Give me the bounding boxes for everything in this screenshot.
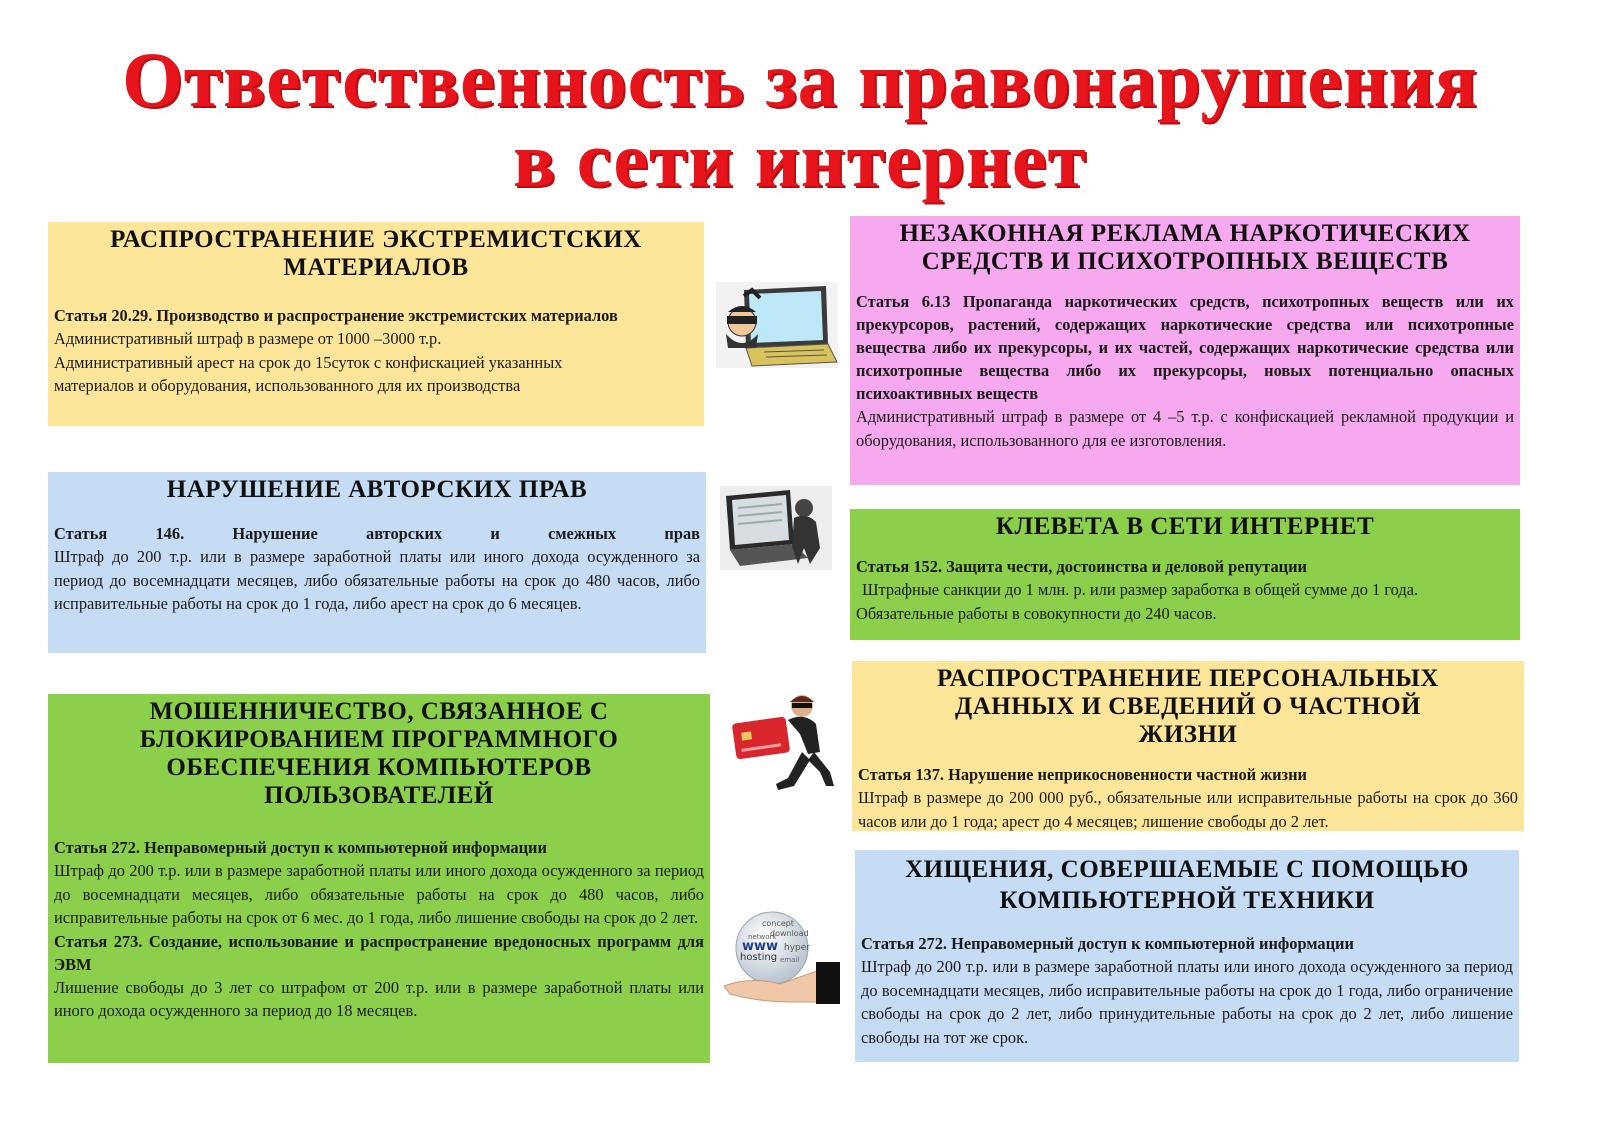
card-slander — [850, 509, 1520, 640]
card-privacy-text: Штраф в размере до 200 000 руб., обязательные или исправительные работы на срок до 360 часов или до 1 года; арест до 4 месяцев; лишение свободы до 2 лет. — [858, 788, 1518, 831]
card-drugs-text: Административный штраф в размере от 4 –5 т.р. с конфискацией рекламной продукции и оборудования, использованного для ее изготовления. — [856, 407, 1514, 450]
card-drugs-article: Статья 6.13 Пропаганда наркотических средств, психотропных веществ или их прекурсоров, растений, содержащих наркотические средства или психотропные вещества либо их прекурсоры, и их частей, содержащих наркотические средства или психотропные вещества либо их прекурсоры, новых потенциально опасных психоактивных веществ — [856, 292, 1514, 403]
card-slander-text-1: Штрафные санкции до 1 млн. р. или размер заработка в общей сумме до 1 года. — [862, 580, 1419, 599]
card-theft-heading: ХИЩЕНИЯ, СОВЕРШАЕМЫЕ С ПОМОЩЬЮ КОМПЬЮТЕРНОЙ ТЕХНИКИ — [905, 856, 1469, 914]
globe-word-4: hyper — [784, 943, 810, 953]
page-title — [0, 36, 1600, 203]
card-extremism-text-2: Административный арест на срок до 15суток с конфискацией указанных материалов и оборудования, использованного для их производства — [54, 352, 563, 395]
card-copyright-article: Статья 146. Нарушение авторских и смежных прав — [54, 524, 700, 543]
card-copyright-text: Штраф до 200 т.р. или в размере заработной платы или иного дохода осужденного за период до восемнадцати месяцев, либо обязательные работы на срок до 480 часов, либо исправительные работы на срок до 1 года, либо арест на срок до 6 месяцев. — [54, 547, 700, 613]
card-thief-icon — [730, 690, 836, 794]
card-copyright — [48, 472, 706, 653]
title-line-1: Ответственность за правонарушения — [122, 36, 1478, 123]
card-drugs — [850, 216, 1520, 485]
card-extremism-heading: РАСПРОСТРАНЕНИЕ ЭКСТРЕМИСТСКИХ МАТЕРИАЛОВ — [110, 226, 642, 281]
card-drugs-heading: НЕЗАКОННАЯ РЕКЛАМА НАРКОТИЧЕСКИХ СРЕДСТВ И ПСИХОТРОПНЫХ ВЕЩЕСТВ — [899, 220, 1471, 275]
globe-word-1: concept — [762, 919, 794, 928]
card-slander-heading: КЛЕВЕТА В СЕТИ ИНТЕРНЕТ — [995, 513, 1375, 540]
card-theft-text: Штраф до 200 т.р. или в размере заработной платы или иного дохода осужденного за период до восемнадцати месяцев, либо исправительные работы на срок до 1 года, либо ограничение свободы на срок до 2 лет, либо принудительные работы на срок до 2 лет, либо лишение свободы на тот же срок. — [861, 957, 1513, 1047]
card-extremism-text-1: Административный штраф в размере от 1000 –3000 т.р. — [54, 329, 442, 348]
globe-word-5: hosting — [740, 952, 778, 963]
card-privacy-heading: РАСПРОСТРАНЕНИЕ ПЕРСОНАЛЬНЫХ ДАННЫХ И СВЕДЕНИЙ О ЧАСТНОЙ ЖИЗНИ — [937, 665, 1439, 748]
globe-word-2: download — [770, 929, 809, 938]
globe-hand-icon — [720, 906, 840, 1006]
card-slander-article: Статья 152. Защита чести, достоинства и деловой репутации — [856, 557, 1307, 576]
card-fraud-article-1: Статья 272. Неправомерный доступ к компьютерной информации — [54, 838, 547, 857]
title-line-2: в сети интернет — [513, 116, 1087, 203]
card-theft-article: Статья 272. Неправомерный доступ к компьютерной информации — [861, 934, 1354, 953]
card-privacy-article: Статья 137. Нарушение неприкосновенности частной жизни — [858, 765, 1307, 784]
card-extremism-article: Статья 20.29. Производство и распространение экстремистских материалов — [54, 306, 618, 325]
hacker-laptop-icon — [716, 282, 838, 368]
card-fraud-heading: МОШЕННИЧЕСТВО, СВЯЗАННОЕ С БЛОКИРОВАНИЕМ ПРОГРАММНОГО ОБЕСПЕЧЕНИЯ КОМПЬЮТЕРОВ ПОЛЬЗОВАТЕЛЕЙ — [139, 698, 619, 809]
globe-word-3: www — [742, 939, 779, 954]
globe-word-6: network — [748, 933, 777, 941]
card-fraud — [48, 694, 710, 1063]
card-theft — [855, 850, 1519, 1062]
globe-word-7: email — [780, 956, 800, 964]
card-fraud-text-2: Лишение свободы до 3 лет со штрафом от 200 т.р. или в размере заработной платы или иного дохода осужденного за период до 18 месяцев. — [54, 977, 704, 1020]
laptop-thief-icon — [720, 486, 832, 570]
card-extremism — [48, 222, 704, 426]
card-fraud-text-1: Штраф до 200 т.р. или в размере заработной платы или иного дохода осужденного за период до восемнадцати месяцев, либо обязательные работы на срок до 480 часов, либо исправительные работы на срок от 6 мес. до 1 года, либо лишение свободы на срок до 2 лет. — [54, 861, 704, 927]
card-privacy — [852, 661, 1524, 831]
card-fraud-article-2: Статья 273. Создание, использование и распространение вредоносных программ для ЭВМ — [54, 931, 704, 974]
card-copyright-heading: НАРУШЕНИЕ АВТОРСКИХ ПРАВ — [166, 476, 588, 503]
card-slander-text-2: Обязательные работы в совокупности до 240 часов. — [856, 603, 1217, 623]
